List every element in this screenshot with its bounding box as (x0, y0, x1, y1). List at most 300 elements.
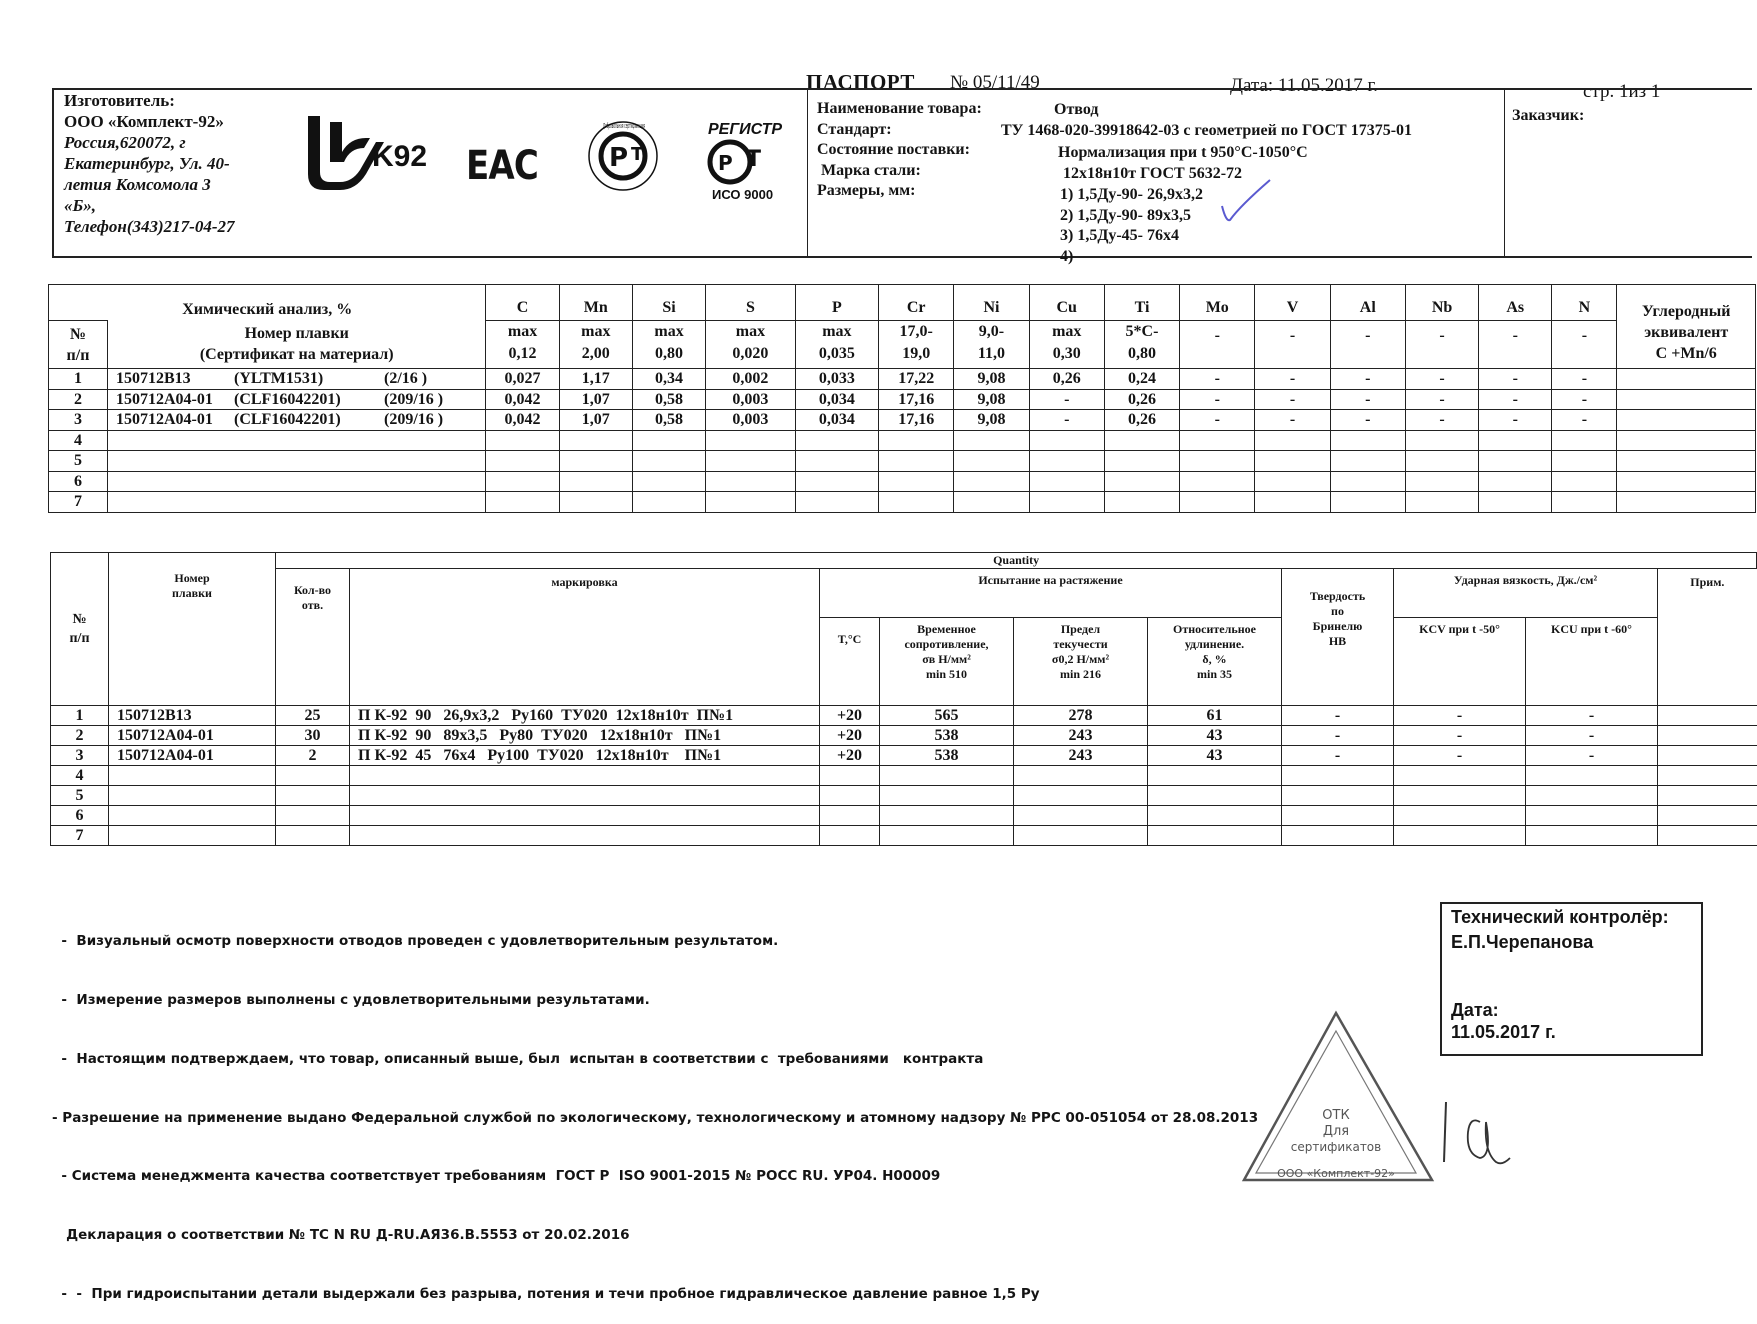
chem-value-v (1255, 451, 1330, 472)
chem-row-cert: (CLF16042201) (234, 390, 341, 408)
mech-row-kcu (1526, 826, 1658, 846)
chem-value-ti: 0,26 (1104, 389, 1179, 410)
mech-row-hardness (1282, 826, 1394, 846)
rst-voluntary-logo (585, 118, 665, 194)
chem-value-cr: 17,16 (879, 410, 954, 431)
chem-row-heat (108, 471, 486, 492)
delivery-state-label: Состояние поставки: (817, 141, 970, 158)
chem-value-ti (1104, 430, 1179, 451)
carbon-equiv-line-3: C +Mn/6 (1655, 345, 1717, 362)
mech-row (51, 766, 1757, 786)
limit-ni: 9,0- 11,0 (954, 321, 1029, 369)
chem-value-p: 0,033 (795, 369, 878, 390)
svg-text:T: T (746, 147, 762, 172)
mech-row-strength (880, 826, 1014, 846)
register-text: РЕГИСТР (708, 121, 783, 138)
mech-row (51, 826, 1757, 846)
qty-header-2: отв. (301, 598, 324, 612)
mech-row-yield: 243 (1014, 746, 1148, 766)
chem-value-al (1330, 492, 1405, 513)
note-5: - Система менеджмента качества соответствует требованиям ГОСТ Р ISO 9001-2015 № РОСС RU. УР04. Н00009 (52, 1168, 941, 1185)
note-6: Декларация о соответствии № ТС N RU Д-RU.АЯ36.В.5553 от 20.02.2016 (52, 1227, 630, 1244)
mech-row-kcv (1394, 826, 1526, 846)
note-1: - Визуальный осмотр поверхности отводов проведен с удовлетворительным результатом. (52, 933, 779, 950)
mech-row-strength: 538 (880, 726, 1014, 746)
chem-row-cert: (CLF16042201) (234, 411, 341, 429)
element-al: Al (1330, 285, 1405, 321)
passport-title: ПАСПОРТ (806, 70, 915, 94)
limit-cu: max 0,30 (1029, 321, 1104, 369)
chem-value-al: - (1330, 389, 1405, 410)
chem-row (49, 471, 1756, 492)
stamp-line-4: ООО «Комплект-92» (1277, 1167, 1395, 1180)
mech-row-qty: 2 (276, 746, 350, 766)
chem-value-nb (1405, 430, 1478, 451)
mech-row-heat: 150712A04-01 (109, 746, 276, 766)
chem-row-num: (209/16 ) (384, 390, 444, 408)
elongation-header: Относительное удлинение. δ, % min 35 (1148, 618, 1282, 706)
mech-row-marking: П К-92 90 89х3,5 Ру80 ТУ020 12х18н10т П№1 (350, 726, 820, 746)
chem-carbon-equiv (1617, 471, 1756, 492)
qty-header-1: Кол-во (293, 583, 332, 597)
chem-value-v (1255, 492, 1330, 513)
chem-value-nb: - (1405, 410, 1478, 431)
limit-si: max 0,80 (632, 321, 705, 369)
chem-carbon-equiv (1617, 389, 1756, 410)
manufacturer-address-3: летия Комсомола 3 (64, 175, 211, 194)
mech-row-note (1658, 766, 1757, 786)
product-standard: ТУ 1468-020-39918642-03 с геометрией по ГОСТ 17375-01 (1001, 122, 1413, 139)
chem-value-c: 0,042 (486, 389, 559, 410)
hardness-header: Твердость по Бринелю HB (1282, 569, 1394, 706)
mech-row-qty (276, 826, 350, 846)
temp-header: T,°C (820, 618, 880, 706)
mech-row-no: 1 (51, 706, 109, 726)
chem-value-c (486, 430, 559, 451)
chem-no-header-1: № (69, 325, 87, 343)
mech-row-kcu (1526, 786, 1658, 806)
passport-number: № 05/11/49 (950, 72, 1040, 93)
chem-value-al: - (1330, 410, 1405, 431)
chem-value-c (486, 492, 559, 513)
mech-row-heat (109, 806, 276, 826)
sizes-label: Размеры, мм: (817, 182, 916, 199)
chem-heat-header-1: Номер плавки (244, 325, 349, 343)
mech-row-temp (820, 826, 880, 846)
mech-row-elongation: 43 (1148, 726, 1282, 746)
chem-value-al (1330, 451, 1405, 472)
size-3: 3) 1,5Ду-45- 76х4 (1060, 227, 1179, 244)
mech-row-no: 6 (51, 806, 109, 826)
chem-value-p (795, 451, 878, 472)
chem-row (49, 389, 1756, 410)
chem-value-v: - (1255, 369, 1330, 390)
chem-value-mn: 1,07 (559, 389, 632, 410)
qty-header (276, 569, 350, 706)
mech-row-temp (820, 786, 880, 806)
chem-heat-header (108, 321, 486, 369)
k92-logo-text: K92 (372, 140, 428, 173)
register-iso-logo (690, 118, 800, 206)
chem-carbon-equiv (1617, 492, 1756, 513)
mech-row-qty: 30 (276, 726, 350, 746)
mech-row-marking (350, 766, 820, 786)
mech-row-no: 5 (51, 786, 109, 806)
chem-value-cr (879, 430, 954, 451)
chem-value-as (1479, 492, 1552, 513)
mech-row-kcu: - (1526, 706, 1658, 726)
element-s: S (706, 285, 796, 321)
chem-value-ni (954, 492, 1029, 513)
chem-value-nb (1405, 471, 1478, 492)
chem-value-mo: - (1180, 410, 1255, 431)
mech-row-note (1658, 726, 1757, 746)
mech-heat-header-2: плавки (172, 586, 212, 600)
mech-no-header-1: № (72, 612, 87, 627)
chem-value-mo (1180, 471, 1255, 492)
iso-9000-text: ИСО 9000 (712, 187, 774, 202)
mech-row-temp: +20 (820, 726, 880, 746)
chem-row-heat (108, 369, 486, 390)
controller-title: Технический контролёр: (1451, 907, 1669, 927)
size-4: 4) (1060, 247, 1074, 265)
element-cr: Cr (879, 285, 954, 321)
chem-value-ni (954, 471, 1029, 492)
chem-row-num: (209/16 ) (384, 411, 444, 429)
chem-value-n (1552, 430, 1617, 451)
chem-value-s (706, 471, 796, 492)
chem-heat-header-2: (Сертификат на материал) (199, 346, 394, 364)
mech-row (51, 706, 1757, 726)
mech-no-header-2: п/п (69, 631, 90, 646)
notes (52, 893, 1258, 1324)
mech-row-marking: П К-92 90 26,9х3,2 Ру160 ТУ020 12х18н10т П№1 (350, 706, 820, 726)
manufacturer (64, 90, 294, 237)
chem-value-cu (1029, 492, 1104, 513)
element-nb: Nb (1405, 285, 1478, 321)
manufacturer-label: Изготовитель: (64, 91, 175, 110)
mech-row-yield (1014, 806, 1148, 826)
passport-date: Дата: 11.05.2017 г. (1230, 75, 1378, 96)
element-n: N (1552, 285, 1617, 321)
element-p: P (795, 285, 878, 321)
chem-value-si: 0,34 (632, 369, 705, 390)
chem-row-no: 3 (49, 410, 108, 431)
mech-row-qty (276, 806, 350, 826)
mech-row-temp (820, 806, 880, 826)
signature (1440, 1092, 1520, 1172)
check-mark (1218, 176, 1278, 226)
chem-carbon-equiv (1617, 430, 1756, 451)
mech-row-no: 7 (51, 826, 109, 846)
chem-row (49, 410, 1756, 431)
mech-row-strength (880, 766, 1014, 786)
customer-label: Заказчик: (1512, 107, 1585, 124)
mech-row-yield (1014, 826, 1148, 846)
product-name-label: Наименование товара: (817, 100, 982, 117)
chem-value-as (1479, 451, 1552, 472)
chem-value-p (795, 430, 878, 451)
strength-header: Временное сопротивление, σв Н/мм² min 510 (880, 618, 1014, 706)
chem-value-c (486, 451, 559, 472)
chem-value-n (1552, 471, 1617, 492)
mech-row-strength: 565 (880, 706, 1014, 726)
rst-voluntary-text: Добровольная сертификация (603, 122, 645, 130)
chem-value-cr (879, 492, 954, 513)
product-name: Отвод (1054, 101, 1099, 118)
chem-value-p (795, 471, 878, 492)
mech-row-hardness (1282, 806, 1394, 826)
chem-value-ti: 0,24 (1104, 369, 1179, 390)
manufacturer-address-4: «Б», (64, 196, 97, 215)
chem-value-si (632, 471, 705, 492)
mech-row-qty (276, 766, 350, 786)
chem-value-s (706, 451, 796, 472)
mech-row-hardness (1282, 766, 1394, 786)
chem-value-cr (879, 451, 954, 472)
chem-row-cert: (YLTM1531) (234, 370, 324, 388)
chem-row-no: 5 (49, 451, 108, 472)
size-1: 1) 1,5Ду-90- 26,9х3,2 (1060, 186, 1203, 203)
chem-value-cu (1029, 451, 1104, 472)
product-labels (817, 99, 982, 202)
tensile-header: Испытание на растяжение (820, 569, 1282, 618)
mech-row-elongation: 61 (1148, 706, 1282, 726)
mech-row-yield (1014, 786, 1148, 806)
mech-row-elongation (1148, 766, 1282, 786)
chem-value-mo (1180, 492, 1255, 513)
chem-value-as (1479, 471, 1552, 492)
chem-value-mn (559, 451, 632, 472)
chem-value-ti (1104, 492, 1179, 513)
size-2: 2) 1,5Ду-90- 89х3,5 (1060, 206, 1191, 224)
limit-p: max 0,035 (795, 321, 878, 369)
chem-value-p: 0,034 (795, 410, 878, 431)
mech-row-kcu (1526, 766, 1658, 786)
element-si: Si (632, 285, 705, 321)
chem-value-cr: 17,22 (879, 369, 954, 390)
mech-row-heat (109, 766, 276, 786)
mech-row-temp (820, 766, 880, 786)
element-as: As (1479, 285, 1552, 321)
element-ni: Ni (954, 285, 1029, 321)
manufacturer-address-2: Екатеринбург, Ул. 40- (64, 154, 230, 173)
carbon-equiv-line-2: эквивалент (1644, 324, 1729, 341)
stamp-line-1: ОТК (1322, 1108, 1350, 1123)
chem-value-p (795, 492, 878, 513)
kcv-header: KCV при t -50° (1394, 618, 1526, 706)
mech-row-marking (350, 806, 820, 826)
chem-value-cr: 17,16 (879, 389, 954, 410)
mechanical-properties-table (50, 552, 1757, 846)
note-7: - - При гидроиспытании детали выдержали без разрыва, потения и течи пробное гидравлическое давление равное 1,5 Ру (52, 1285, 1040, 1302)
mech-row-kcu (1526, 806, 1658, 826)
chem-row-heat (108, 492, 486, 513)
chem-value-ni: 9,08 (954, 389, 1029, 410)
chem-value-as: - (1479, 410, 1552, 431)
kcu-header: KCU при t -60° (1526, 618, 1658, 706)
mech-row-qty: 25 (276, 706, 350, 726)
manufacturer-phone: Телефон(343)217-04-27 (64, 217, 235, 236)
limit-n: - (1552, 321, 1617, 369)
mech-heat-header (109, 553, 276, 706)
product-delivery: Нормализация при t 950°С-1050°С (1058, 144, 1308, 161)
mech-row-kcv (1394, 786, 1526, 806)
mech-row-temp: +20 (820, 706, 880, 726)
chem-row (49, 430, 1756, 451)
chem-value-si (632, 451, 705, 472)
chem-value-n: - (1552, 369, 1617, 390)
chem-value-nb (1405, 492, 1478, 513)
element-cu: Cu (1029, 285, 1104, 321)
element-mo: Mo (1180, 285, 1255, 321)
chem-value-n: - (1552, 389, 1617, 410)
chem-value-mo: - (1180, 369, 1255, 390)
mech-row-note (1658, 806, 1757, 826)
limit-cr: 17,0- 19,0 (879, 321, 954, 369)
mech-row-yield: 243 (1014, 726, 1148, 746)
chem-value-mn: 1,07 (559, 410, 632, 431)
impact-header: Ударная вязкость, Дж./см² (1394, 569, 1658, 618)
mech-row-heat: 150712B13 (109, 706, 276, 726)
chem-value-v: - (1255, 389, 1330, 410)
chem-row-heat (108, 451, 486, 472)
mech-row-kcu: - (1526, 726, 1658, 746)
mech-row-elongation (1148, 826, 1282, 846)
mech-row-no: 2 (51, 726, 109, 746)
controller-date: 11.05.2017 г. (1451, 1022, 1556, 1042)
note-2: - Измерение размеров выполнены с удовлетворительными результатами. (52, 991, 650, 1008)
chem-value-al: - (1330, 369, 1405, 390)
chem-row-num: (2/16 ) (384, 370, 428, 388)
chem-row-no: 1 (49, 369, 108, 390)
chem-row-heat: 150712A04-01 (116, 411, 213, 429)
mech-row-marking (350, 826, 820, 846)
limit-mo: - (1180, 321, 1255, 369)
svg-text:T: T (631, 144, 644, 165)
chem-value-nb (1405, 451, 1478, 472)
mech-row-marking (350, 786, 820, 806)
chem-value-ni (954, 451, 1029, 472)
chem-value-s: 0,002 (706, 369, 796, 390)
mech-row-elongation (1148, 786, 1282, 806)
mech-row-yield: 278 (1014, 706, 1148, 726)
chem-value-si: 0,58 (632, 410, 705, 431)
chem-value-ti (1104, 471, 1179, 492)
mech-row (51, 726, 1757, 746)
chem-value-mn: 1,17 (559, 369, 632, 390)
note-4: - Разрешение на применение выдано Федеральной службой по экологическому, технологическому и атомному надзору № РРС 00-051054 от 28.08.2013 (52, 1109, 1259, 1126)
carbon-equiv-line-1: Углеродный (1642, 303, 1731, 320)
chem-value-v (1255, 430, 1330, 451)
mech-row-marking: П К-92 45 76х4 Ру100 ТУ020 12х18н10т П№1 (350, 746, 820, 766)
note-header: Прим. (1658, 569, 1757, 706)
chem-title: Химический анализ, % (49, 285, 486, 321)
chem-carbon-equiv (1617, 369, 1756, 390)
chem-value-mo: - (1180, 389, 1255, 410)
limit-ti: 5*C- 0,80 (1104, 321, 1179, 369)
mech-row-qty (276, 786, 350, 806)
chem-value-cu (1029, 430, 1104, 451)
mech-row-kcu: - (1526, 746, 1658, 766)
chem-value-as: - (1479, 369, 1552, 390)
element-mn: Mn (559, 285, 632, 321)
chem-value-ti: 0,26 (1104, 410, 1179, 431)
chem-row-no: 7 (49, 492, 108, 513)
chem-row (49, 369, 1756, 390)
manufacturer-address-1: Россия,620072, г (64, 133, 186, 152)
mech-row-strength (880, 786, 1014, 806)
chem-value-v (1255, 471, 1330, 492)
mech-no-header (51, 553, 109, 706)
limit-nb: - (1405, 321, 1478, 369)
mech-row-note (1658, 786, 1757, 806)
chem-value-as (1479, 430, 1552, 451)
limit-as: - (1479, 321, 1552, 369)
chem-row-heat (108, 410, 486, 431)
header-divider-customer (1504, 89, 1505, 258)
steel-grade-label: Марка стали: (817, 161, 921, 179)
chem-row (49, 492, 1756, 513)
chem-row-no: 6 (49, 471, 108, 492)
chem-value-ni: 9,08 (954, 410, 1029, 431)
chem-row-heat (108, 430, 486, 451)
chem-value-mo (1180, 451, 1255, 472)
chem-value-s: 0,003 (706, 410, 796, 431)
note-3: - Настоящим подтверждаем, что товар, описанный выше, был испытан в соответствии с требованиями контракта (52, 1050, 984, 1067)
element-c: C (486, 285, 559, 321)
mech-row-temp: +20 (820, 746, 880, 766)
header-divider-logos (807, 89, 808, 258)
chem-value-cu: 0,26 (1029, 369, 1104, 390)
controller-date-label: Дата: (1451, 1000, 1499, 1020)
chem-value-cu (1029, 471, 1104, 492)
stamp-line-3: сертификатов (1290, 1140, 1382, 1154)
product-steel: 12х18н10т ГОСТ 5632-72 (1063, 165, 1243, 182)
mech-row-heat (109, 826, 276, 846)
chem-value-n (1552, 492, 1617, 513)
standard-label: Стандарт: (817, 120, 892, 138)
manufacturer-name: ООО «Комплект-92» (64, 112, 224, 131)
svg-text:P: P (609, 143, 629, 173)
chem-value-c (486, 471, 559, 492)
mech-row-kcv: - (1394, 746, 1526, 766)
chem-value-cr (879, 471, 954, 492)
mech-row-strength: 538 (880, 746, 1014, 766)
element-v: V (1255, 285, 1330, 321)
chem-value-c: 0,027 (486, 369, 559, 390)
chem-value-mn (559, 471, 632, 492)
chem-value-al (1330, 430, 1405, 451)
mech-row-no: 4 (51, 766, 109, 786)
chem-value-n: - (1552, 410, 1617, 431)
chemical-analysis-table (48, 284, 1756, 513)
chem-value-s: 0,003 (706, 389, 796, 410)
mech-row-yield (1014, 766, 1148, 786)
mech-row-note (1658, 706, 1757, 726)
mech-row-no: 3 (51, 746, 109, 766)
mech-row (51, 786, 1757, 806)
mech-row-heat (109, 786, 276, 806)
chem-value-s (706, 492, 796, 513)
chem-row (49, 451, 1756, 472)
chem-value-nb: - (1405, 389, 1478, 410)
chem-value-mn (559, 492, 632, 513)
chem-value-si (632, 430, 705, 451)
quantity-header: Quantity (276, 553, 1757, 569)
chem-value-si (632, 492, 705, 513)
chem-value-ni (954, 430, 1029, 451)
